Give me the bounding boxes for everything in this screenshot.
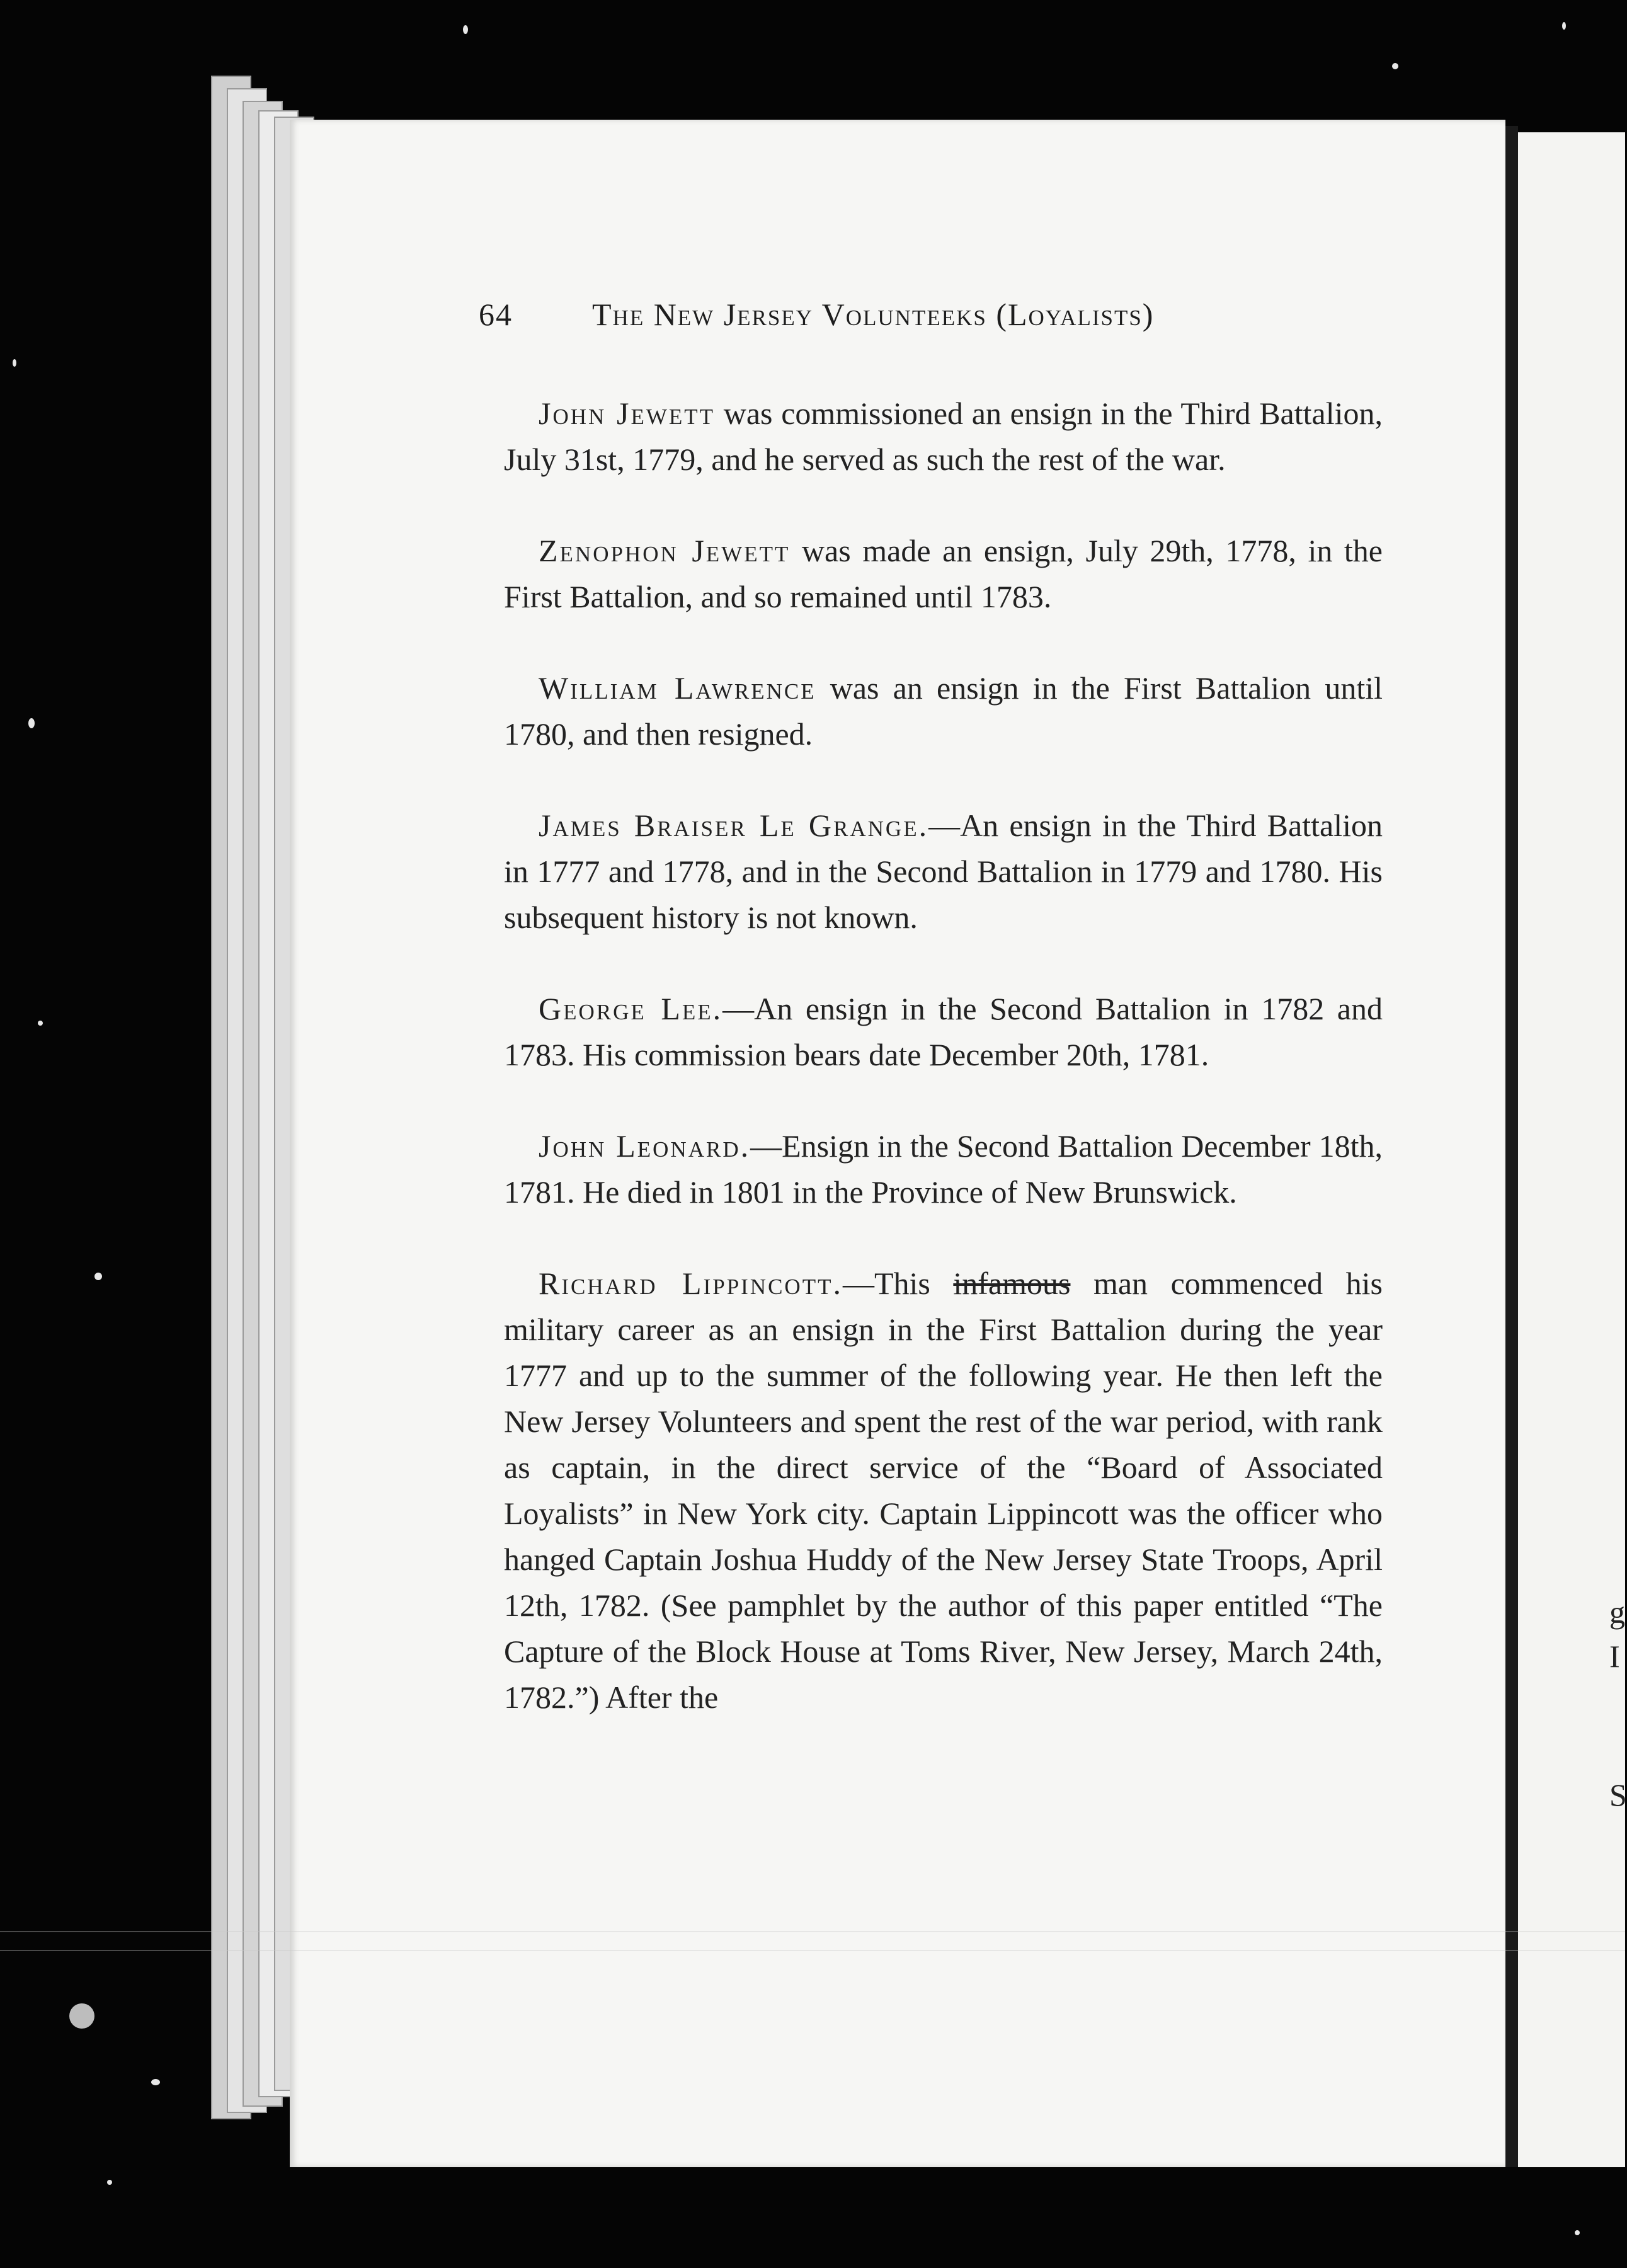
- dust-speck: [94, 1273, 102, 1280]
- entry-paragraph: [504, 665, 1383, 757]
- entry-paragraph: [504, 803, 1383, 941]
- entry-text: was made an ensign, July 29th, 1778, in the First Battalion, and so remained until 1783.: [504, 533, 1383, 614]
- entry-name: George Lee.: [539, 991, 723, 1026]
- entry-name: James Braiser Le Grange.: [539, 808, 929, 843]
- entry-name: Richard Lippincott.: [539, 1266, 843, 1301]
- next-page-edge: [1518, 132, 1625, 2167]
- next-page-letter: I: [1609, 1639, 1620, 1674]
- dust-speck: [107, 2180, 112, 2185]
- entry-text: —An ensign in the Second Battalion in 1782 and 1783. His commission bears date December 20th, 1781.: [504, 991, 1383, 1072]
- entry-text: was an ensign in the First Battalion until 1780, and then resigned.: [504, 670, 1383, 752]
- struck-word: infamous: [953, 1266, 1071, 1301]
- next-page-letter: S: [1609, 1777, 1627, 1813]
- next-page-letter: g: [1609, 1595, 1625, 1630]
- book-gutter: [1505, 126, 1518, 2167]
- scan-artifact-line: [0, 1950, 1625, 1951]
- entry-name: John Jewett: [539, 396, 716, 431]
- dust-speck: [13, 359, 16, 367]
- entry-paragraph: [504, 528, 1383, 620]
- entry-text-after: man commenced his military career as an ensign in the First Battalion during the year 1777 and up to the summer of the following year. He then left the New Jersey Volunteers and spent the rest of the war period, with rank as captain, in the direct service of the “Board of Associated Loyalists” in New York city. Captain Lippincott was the officer who hanged Captain Joshua Huddy of the New Jersey State Troops, April 12th, 1782. (See pamphlet by the author of this paper entitled “The Capture of the Block House at Toms River, New Jersey, March 24th, 1782.”) After the: [504, 1266, 1383, 1715]
- entry-text: —Ensign in the Second Battalion December 18th, 1781. He died in 1801 in the Province of New Brunswick.: [504, 1128, 1383, 1210]
- dust-speck: [28, 718, 35, 728]
- entry-text-before: —This: [842, 1266, 954, 1301]
- running-head: [479, 296, 1298, 333]
- scan-artifact-line: [0, 1931, 1625, 1932]
- page-number: 64: [479, 297, 513, 332]
- dust-speck: [1562, 22, 1566, 30]
- entry-paragraph: [504, 986, 1383, 1078]
- entry-paragraph: [504, 1123, 1383, 1215]
- entry-text: was commissioned an ensign in the Third Battalion, July 31st, 1779, and he served as such the rest of the war.: [504, 396, 1383, 477]
- dust-speck: [463, 25, 468, 34]
- entry-paragraph: [504, 391, 1383, 483]
- page-body: [504, 391, 1383, 1766]
- dust-speck: [38, 1021, 43, 1026]
- entry-name: John Leonard.: [539, 1128, 751, 1164]
- dust-speck: [1392, 63, 1398, 69]
- dust-speck: [1575, 2230, 1580, 2235]
- dust-speck: [151, 2079, 160, 2085]
- dust-blot: [69, 2003, 94, 2029]
- running-title: The New Jersey Volunteeks (Loyalists): [592, 297, 1155, 332]
- entry-paragraph-lippincott: [504, 1261, 1383, 1721]
- entry-text: —An ensign in the Third Battalion in 1777 and 1778, and in the Second Battalion in 1779 and 1780. His subsequent history is not known.: [504, 808, 1383, 935]
- entry-name: Zenophon Jewett: [539, 533, 791, 568]
- entry-name: William Lawrence: [539, 670, 816, 706]
